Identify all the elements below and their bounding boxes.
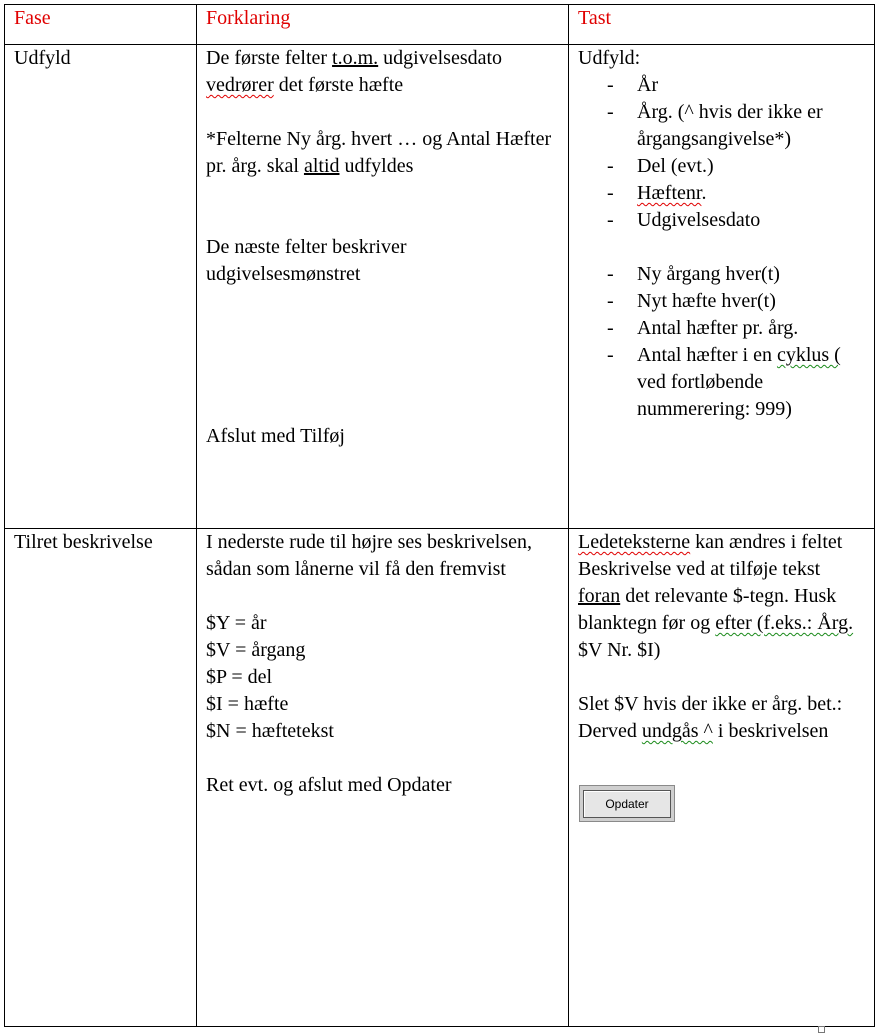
- row2-tast: [569, 529, 875, 1027]
- text-span: udgivelsesdato: [378, 47, 503, 69]
- row1-forklaring-p4: Afslut med Tilføj: [206, 425, 345, 447]
- row2-forklaring-outro: Ret evt. og afslut med Opdater: [206, 774, 452, 796]
- field-list-2: [578, 261, 866, 423]
- row1-fase: Udfyld: [5, 45, 197, 529]
- code-line: $Y = år: [206, 612, 267, 634]
- row1-forklaring-p3: De næste felter beskriver udgivelsesmønstret: [206, 236, 407, 285]
- grammar-flagged-phrase: (f.eks.: Årg.: [756, 612, 854, 634]
- row-udfyld: [5, 45, 875, 529]
- code-line: $I = hæfte: [206, 693, 289, 715]
- list-item: - Ny årgang hver(t): [607, 261, 866, 288]
- list-item: - Årg. (^ hvis der ikke er årgangsangivelse*): [607, 99, 866, 153]
- text-span: nummerering: 999): [637, 398, 792, 420]
- row2-tast-p2: [578, 691, 866, 745]
- list-item: - År: [607, 72, 866, 99]
- header-tast: Tast: [569, 5, 875, 45]
- text-span: udfyldes: [339, 155, 414, 177]
- text-span: Antal hæfter i en: [637, 344, 777, 366]
- spell-flagged-word: vedrører: [206, 74, 274, 96]
- row1-forklaring: [197, 45, 569, 529]
- spell-flagged-word: Ledeteksterne: [578, 531, 691, 553]
- list-item: - Del (evt.): [607, 153, 866, 180]
- row2-forklaring: [197, 529, 569, 1027]
- text-span: *Felterne Ny årg. hvert … og Antal Hæfter pr. årg. skal: [206, 128, 552, 177]
- row2-forklaring-intro: I nederste rude til højre ses beskrivelsen, sådan som lånerne vil få den fremvist: [206, 531, 533, 580]
- altid-emphasis: altid: [303, 155, 340, 177]
- foran-emphasis: foran: [578, 585, 621, 607]
- code-line: $N = hæftetekst: [206, 720, 334, 742]
- instruction-table: [4, 4, 875, 1027]
- text-span: fortløbende: [670, 371, 764, 393]
- code-line: $P = del: [206, 666, 273, 688]
- list-item: [607, 342, 866, 423]
- grammar-flagged-word: cyklus (: [776, 344, 841, 366]
- row2-fase: Tilret beskrivelse: [5, 529, 197, 1027]
- row1-tast: [569, 45, 875, 529]
- text-span: $V Nr. $I): [578, 639, 661, 661]
- row2-tast-p1: [578, 529, 866, 664]
- text-span: det relevante $-tegn. Husk blanktegn før og: [578, 585, 837, 634]
- text-span: ved: [637, 371, 671, 393]
- table-resize-handle[interactable]: [818, 1026, 825, 1033]
- field-list-1: [578, 72, 866, 234]
- header-fase: Fase: [5, 5, 197, 45]
- opdater-button[interactable]: Opdater: [583, 790, 671, 818]
- text-span: det første hæfte: [273, 74, 404, 96]
- row1-forklaring-p2: [206, 126, 560, 180]
- button-screenshot-frame: [579, 785, 675, 822]
- list-item: - Antal hæfter pr. årg.: [607, 315, 866, 342]
- tom-term: t.o.m.: [332, 47, 379, 69]
- row1-tast-intro: Udfyld:: [578, 47, 641, 69]
- text-span: i beskrivelsen: [712, 720, 829, 742]
- list-item: - Udgivelsesdato: [607, 207, 866, 234]
- text-span: kan ændres i feltet Beskrivelse ved at tilføje tekst: [578, 531, 843, 580]
- code-line: $V = årgang: [206, 639, 306, 661]
- row-tilret: [5, 529, 875, 1027]
- text-span: Slet $V hvis der ikke er årg. bet.: Derved: [578, 693, 843, 742]
- list-item: - Nyt hæfte hver(t): [607, 288, 866, 315]
- list-item: [607, 180, 866, 207]
- grammar-flagged-phrase: undgås ^: [641, 720, 713, 742]
- header-row: [5, 5, 875, 45]
- grammar-flagged-word: efter: [715, 612, 757, 634]
- header-forklaring: Forklaring: [197, 5, 569, 45]
- row1-forklaring-p1: [206, 45, 560, 99]
- spell-flagged-word: Hæftenr: [637, 182, 702, 204]
- text-span: .: [701, 182, 707, 204]
- text-span: De første felter: [206, 47, 333, 69]
